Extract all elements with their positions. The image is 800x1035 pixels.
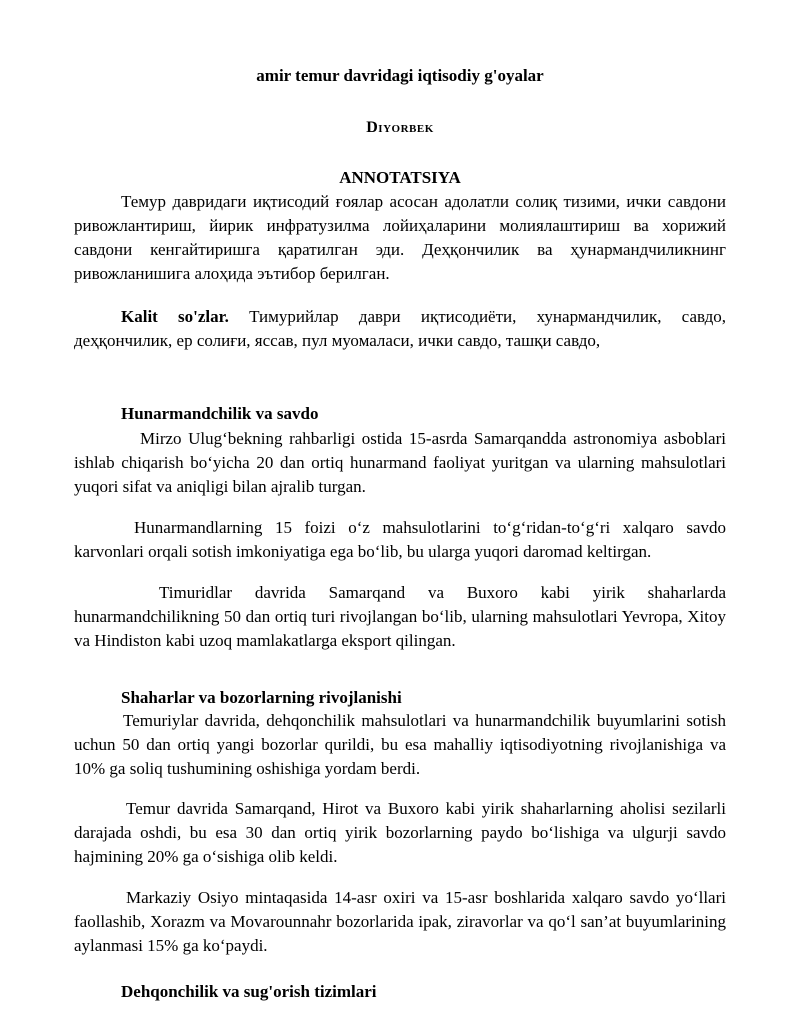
paragraph: Timuridlar davrida Samarqand va Buxoro kabi yirik shaharlarda hunarmandchilikning 50 dan ortiq turi rivojlangan bo‘lib, ularning mahsulotlari Yevropa, Xitoy va Hindiston kabi uzoq mamlakatlarga eksport qilingan. <box>74 583 726 650</box>
annotation-heading: ANNOTATSIYA <box>339 168 461 187</box>
section-heading-crafts-trade: Hunarmandchilik va savdo <box>121 404 319 423</box>
section-heading-cities-markets: Shaharlar va bozorlarning rivojlanishi <box>121 688 402 707</box>
paragraph: Hunarmandlarning 15 foizi o‘z mahsulotlarini to‘g‘ridan-to‘g‘ri xalqaro savdo karvonlari orqali sotish imkoniyatiga ega bo‘lib, bu ularga yuqori daromad keltirgan. <box>74 518 726 561</box>
paragraph: Mirzo Ulug‘bekning rahbarligi ostida 15-asrda Samarqandda astronomiya asboblari ishlab chiqarish bo‘yicha 20 dan ortiq hunarmand faoliyat yuritgan va ularning mahsulotlari yuqori sifat va aniqligi bilan ajralib turgan. <box>74 429 726 496</box>
document-title: amir temur davridagi iqtisodiy g'oyalar <box>256 66 544 85</box>
keywords-text: Тимурийлар даври иқтисодиёти, хунармандчилик, савдо, деҳқончилик, ер солиғи, яссав, пул муомаласи, ички савдо, ташқи савдо, <box>74 307 726 350</box>
section-heading-agriculture-irrigation: Dehqonchilik va sug'orish tizimlari <box>121 982 377 1001</box>
annotation-paragraph: Темур давридаги иқтисодий ғоялар асосан адолатли солиқ тизими, ички савдони ривожлантириш, йирик инфратузилма лойиҳаларини молиялаштириш ва хорижий савдони кенгайтиришга қаратилган эди. Деҳқончилик ва ҳунармандчиликнинг ривожланишига алоҳида эътибор берилган. <box>74 192 726 283</box>
keywords-label: Kalit so'zlar. <box>121 307 229 326</box>
paragraph: Markaziy Osiyo mintaqasida 14-asr oxiri va 15-asr boshlarida xalqaro savdo yo‘llari faollashib, Xorazm va Movarounnahr bozorlarida ipak, ziravorlar va qo‘l san’at buyumlarining aylanmasi 15% ga ko‘paydi. <box>74 888 726 955</box>
paragraph: Temur davrida Samarqand, Hirot va Buxoro kabi yirik shaharlarning aholisi sezilarli darajada oshdi, bu esa 30 dan ortiq yirik bozorlarning paydo bo‘lishiga va ulgurji savdo hajmining 20% ga o‘sishiga olib keldi. <box>74 799 726 866</box>
paragraph: Temuriylar davrida, dehqonchilik mahsulotlari va hunarmandchilik buyumlarini sotish uchun 50 dan ortiq yangi bozorlar qurildi, bu esa mahalliy iqtisodiyotning rivojlanishiga va 10% ga soliq tushumining oshishiga yordam berdi. <box>74 711 726 778</box>
keywords-paragraph <box>74 305 726 353</box>
author-name: Diyorbek <box>366 119 434 136</box>
